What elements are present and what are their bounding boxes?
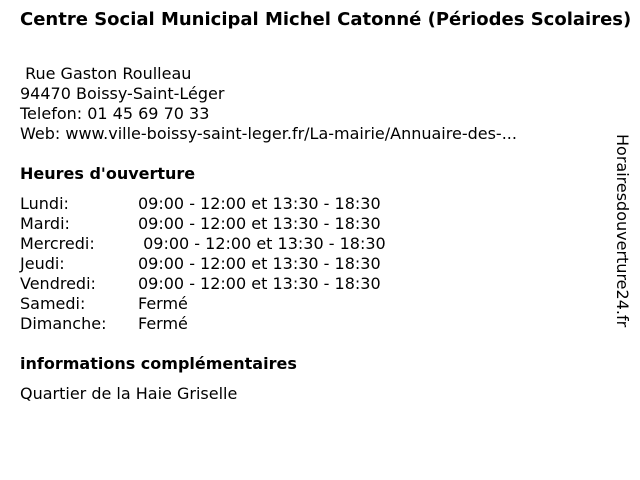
address-block: [20, 64, 517, 144]
hours-time: 09:00 - 12:00 et 13:30 - 18:30: [138, 254, 381, 273]
hours-time: Fermé: [138, 294, 188, 313]
address-city: 94470 Boissy-Saint-Léger: [20, 84, 225, 103]
address-street: Rue Gaston Roulleau: [20, 64, 192, 83]
page-title: Centre Social Municipal Michel Catonné (Périodes Scolaires): [20, 9, 632, 30]
hours-row-samedi: [20, 294, 386, 314]
hours-day: Jeudi:: [20, 254, 65, 273]
website-link[interactable]: Web: www.ville-boissy-saint-leger.fr/La-mairie/Annuaire-des-...: [20, 124, 517, 143]
hours-time: 09:00 - 12:00 et 13:30 - 18:30: [138, 214, 381, 233]
info-text: Quartier de la Haie Griselle: [20, 384, 238, 403]
hours-day: Mercredi:: [20, 234, 95, 253]
hours-heading: Heures d'ouverture: [20, 164, 196, 183]
hours-row-dimanche: [20, 314, 386, 334]
hours-day: Vendredi:: [20, 274, 96, 293]
hours-row-lundi: [20, 194, 386, 214]
info-heading: informations complémentaires: [20, 354, 297, 373]
hours-row-jeudi: [20, 254, 386, 274]
hours-row-mardi: [20, 214, 386, 234]
hours-time: Fermé: [138, 314, 188, 333]
hours-time: 09:00 - 12:00 et 13:30 - 18:30: [138, 194, 381, 213]
hours-day: Dimanche:: [20, 314, 107, 333]
hours-row-mercredi: [20, 234, 386, 254]
hours-table: [20, 194, 386, 334]
hours-time: 09:00 - 12:00 et 13:30 - 18:30: [138, 234, 386, 253]
phone-number: Telefon: 01 45 69 70 33: [20, 104, 210, 123]
hours-time: 09:00 - 12:00 et 13:30 - 18:30: [138, 274, 381, 293]
hours-row-vendredi: [20, 274, 386, 294]
hours-day: Samedi:: [20, 294, 86, 313]
hours-day: Lundi:: [20, 194, 69, 213]
hours-day: Mardi:: [20, 214, 70, 233]
site-watermark: Horairesdouverture24.fr: [613, 134, 632, 328]
